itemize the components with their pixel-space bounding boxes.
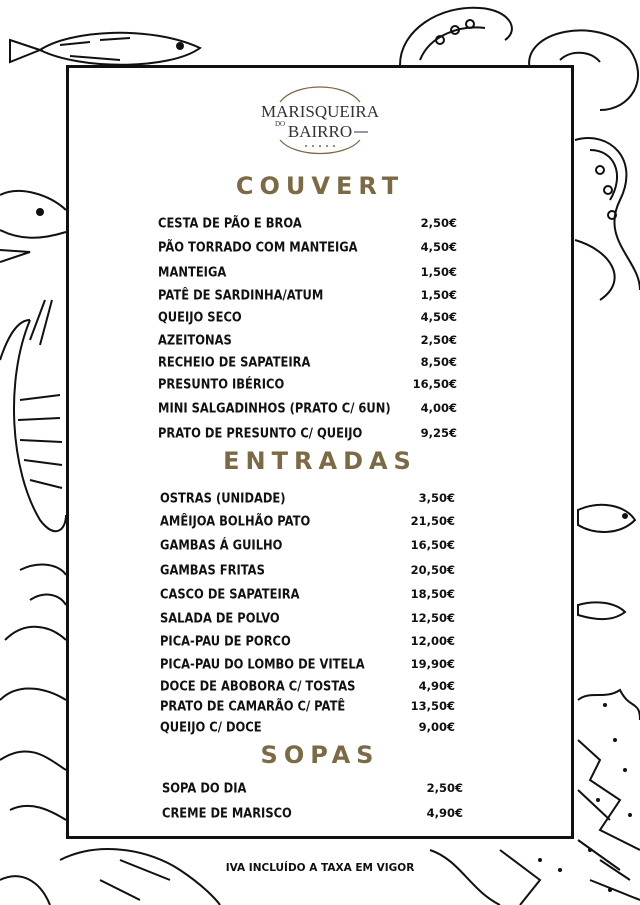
item-name: CREME DE MARISCO (162, 805, 292, 821)
item-name: QUEIJO SECO (158, 309, 242, 325)
item-name: PICA-PAU DE PORCO (160, 633, 291, 649)
item-name: AMÊIJOA BOLHÃO PATO (160, 513, 311, 529)
menu-item (0, 535, 640, 555)
menu-item (0, 237, 640, 257)
item-price: 2,50€ (426, 781, 463, 795)
menu-item (0, 488, 640, 508)
item-name: AZEITONAS (158, 332, 232, 348)
item-name: CESTA DE PÃO E BROA (158, 215, 302, 231)
item-name: GAMBAS Á GUILHO (160, 537, 283, 553)
item-price: 1,50€ (420, 265, 457, 279)
item-name: CASCO DE SAPATEIRA (160, 586, 300, 602)
item-name: PRESUNTO IBÉRICO (158, 376, 285, 392)
menu-item (0, 423, 640, 443)
item-name: SOPA DO DIA (162, 780, 247, 796)
item-name: DOCE DE ABOBORA C/ TOSTAS (160, 678, 356, 694)
item-name: MANTEIGA (158, 264, 227, 280)
section-title-entradas: ENTRADAS (223, 447, 417, 475)
item-price: 2,50€ (420, 333, 457, 347)
menu-item (0, 696, 640, 716)
menu-item (0, 398, 640, 418)
logo-line-3: BAIRRO (287, 122, 353, 141)
menu-item (0, 262, 640, 282)
menu-item (0, 374, 640, 394)
item-price: 2,50€ (420, 216, 457, 230)
menu-item (0, 717, 640, 737)
item-name: PATÊ DE SARDINHA/ATUM (158, 287, 324, 303)
item-name: GAMBAS FRITAS (160, 562, 265, 578)
section-title-couvert: COUVERT (235, 172, 405, 200)
item-price: 9,25€ (420, 426, 457, 440)
item-price: 16,50€ (412, 377, 457, 391)
menu-item (0, 330, 640, 350)
menu-item (0, 676, 640, 696)
item-name: QUEIJO C/ DOCE (160, 719, 262, 735)
item-price: 4,90€ (418, 679, 455, 693)
item-name: MINI SALGADINHOS (PRATO C/ 6UN) (158, 400, 391, 416)
item-price: 18,50€ (410, 587, 455, 601)
menu-item (0, 307, 640, 327)
item-name: SALADA DE POLVO (160, 610, 280, 626)
item-name: PÃO TORRADO COM MANTEIGA (158, 239, 358, 255)
item-price: 12,50€ (410, 611, 455, 625)
logo-line-2: DO (274, 120, 286, 128)
item-price: 4,50€ (420, 240, 457, 254)
item-name: OSTRAS (UNIDADE) (160, 490, 286, 506)
item-price: 19,90€ (410, 657, 455, 671)
logo-line-1: MARISQUEIRA (260, 102, 380, 121)
item-price: 21,50€ (410, 514, 455, 528)
fish-illustration (10, 33, 200, 65)
restaurant-logo (250, 82, 390, 158)
tax-notice: IVA INCLUÍDO A TAXA EM VIGOR (225, 862, 415, 874)
menu-item (0, 608, 640, 628)
item-name: PRATO DE CAMARÃO C/ PATÊ (160, 698, 346, 714)
menu-item (0, 511, 640, 531)
item-price: 3,50€ (418, 491, 455, 505)
item-price: 13,50€ (410, 699, 455, 713)
item-price: 8,50€ (420, 355, 457, 369)
item-name: PICA-PAU DO LOMBO DE VITELA (160, 656, 365, 672)
item-price: 9,00€ (418, 720, 455, 734)
menu-item (0, 352, 640, 372)
menu-item (0, 213, 640, 233)
item-name: PRATO DE PRESUNTO C/ QUEIJO (158, 425, 363, 441)
section-title-sopas: SOPAS (260, 741, 380, 769)
item-price: 4,00€ (420, 401, 457, 415)
menu-item (0, 654, 640, 674)
menu-item (0, 560, 640, 580)
item-price: 4,90€ (426, 806, 463, 820)
menu-item (0, 285, 640, 305)
octopus-tentacle-illustration (400, 8, 512, 65)
item-price: 1,50€ (420, 288, 457, 302)
menu-item (0, 631, 640, 651)
menu-item (0, 584, 640, 604)
menu-item (0, 778, 640, 798)
menu-item (0, 803, 640, 823)
item-price: 20,50€ (410, 563, 455, 577)
item-name: RECHEIO DE SAPATEIRA (158, 354, 311, 370)
item-price: 4,50€ (420, 310, 457, 324)
item-price: 12,00€ (410, 634, 455, 648)
item-price: 16,50€ (410, 538, 455, 552)
